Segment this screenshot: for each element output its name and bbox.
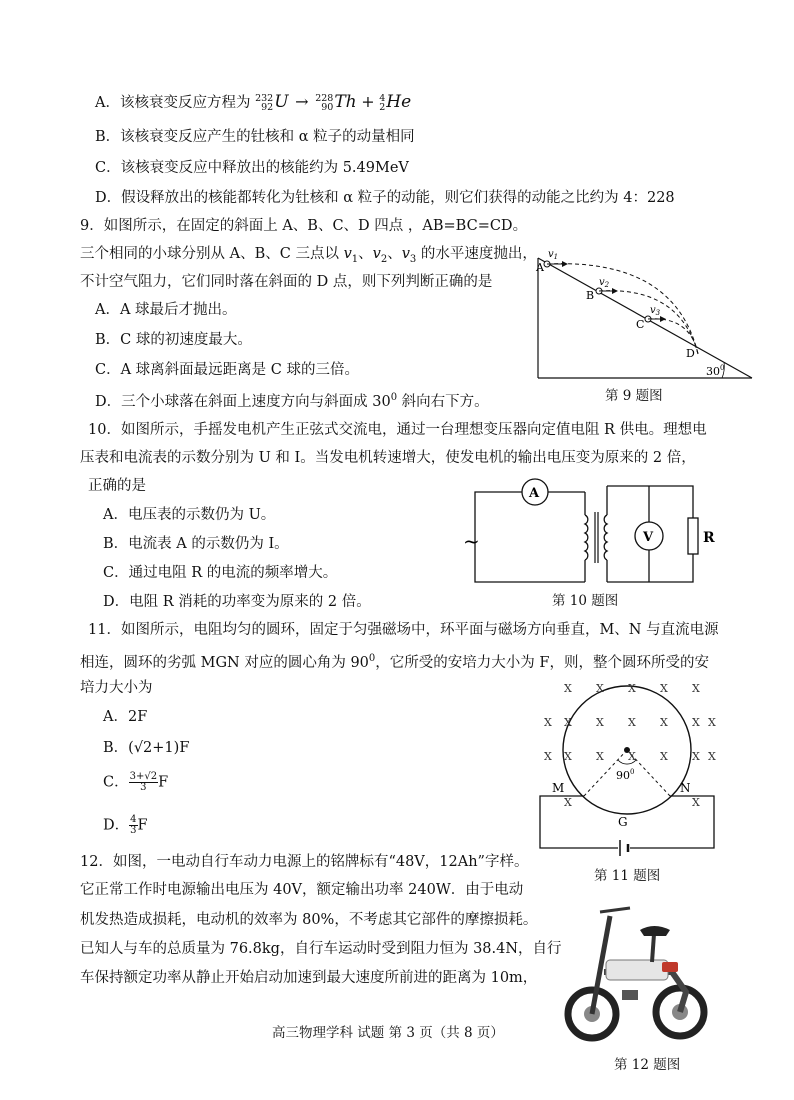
q8-option-d: D．假设释放出的核能都转化为钍核和 α 粒子的动能，则它们获得的动能之比约为 4：228: [95, 190, 675, 206]
magnetic-field-mark: X: [708, 716, 716, 729]
label-v2: $v_2$: [599, 277, 610, 289]
label-n: N: [680, 781, 691, 795]
magnetic-field-mark: X: [628, 716, 636, 729]
q12-stem-line3: 机发热造成损耗，电动机的效率为 80%，不考虑其它部件的摩擦损耗。: [80, 912, 538, 928]
magnetic-field-mark: X: [596, 716, 604, 729]
q12-stem-line4: 已知人与车的总质量为 76.8kg，自行车运动时受到阻力恒为 38.4N，自行: [80, 941, 562, 957]
q12-caption: 第 12 题图: [614, 1057, 681, 1073]
magnetic-field-mark: X: [564, 716, 572, 729]
q9-option-a: A．A 球最后才抛出。: [95, 302, 237, 318]
page-footer: 高三物理学科 试题 第 3 页（共 8 页）: [272, 1025, 504, 1041]
q10-option-d: D．电阻 R 消耗的功率变为原来的 2 倍。: [103, 594, 371, 610]
magnetic-field-mark: X: [660, 682, 668, 695]
magnetic-field-mark: X: [564, 682, 572, 695]
q9-caption: 第 9 题图: [605, 388, 663, 404]
q9-option-b: B．C 球的初速度最大。: [95, 332, 252, 348]
label-g: G: [618, 815, 628, 829]
q8-equation: 232 92U → 228 90Th + 4 2He: [255, 92, 412, 113]
magnetic-field-mark: X: [564, 750, 572, 763]
q11-stem-line2: 相连，圆环的劣弧 MGN 对应的圆心角为 $90^0$，它所受的安培力大小为 F，则，整个圆环所受的安: [80, 653, 709, 671]
q11-option-b: B．(√2+1)F: [103, 740, 190, 756]
q10-stem-line3: 正确的是: [88, 478, 146, 494]
label-d: D: [686, 347, 695, 360]
magnetic-field-mark: X: [708, 750, 716, 763]
label-v1: $v_1$: [548, 249, 559, 261]
q9-option-c: C．A 球离斜面最远距离是 C 球的三倍。: [95, 362, 359, 378]
magnetic-field-mark: X: [692, 750, 700, 763]
q10-stem-line2: 压表和电流表的示数分别为 U 和 I。当发电机转速增大，使发电机的输出电压变为原来的 2 倍，: [80, 450, 696, 466]
magnetic-field-mark: X: [660, 750, 668, 763]
svg-text:R: R: [703, 530, 715, 546]
pedal-crank: [622, 990, 638, 1000]
q9-option-d: D．三个小球落在斜面上速度方向与斜面成 $30^0$ 斜向右下方。: [95, 392, 489, 410]
handlebar: [600, 908, 630, 912]
q8-option-c: C．该核衰变反应中释放出的核能约为 5.49MeV: [95, 160, 409, 176]
svg-text:V: V: [643, 530, 654, 545]
q9-stem-line3: 不计空气阻力，它们同时落在斜面的 D 点，则下列判断正确的是: [80, 274, 493, 290]
q8-option-a: [95, 92, 411, 113]
seat-post: [652, 934, 654, 962]
q11-option-c: C． $\frac{3+√2}{3}$ F: [103, 771, 169, 793]
label-v3: $v_3$: [650, 305, 661, 317]
q9-stem-line1: 9．如图所示，在固定的斜面上 A、B、C、D 四点 ，AB=BC=CD。: [80, 218, 528, 234]
q11-stem-line3: 培力大小为: [80, 680, 153, 696]
q10-option-b: B．电流表 A 的示数仍为 I。: [103, 536, 289, 552]
q10-option-a: A．电压表的示数仍为 U。: [103, 507, 276, 523]
primary-coil: [585, 515, 588, 560]
label-b: B: [586, 289, 595, 302]
magnetic-field-mark: X: [660, 716, 668, 729]
magnetic-field-mark: X: [692, 682, 700, 695]
q12-stem-line5: 车保持额定功率从静止开始启动加速到最大速度所前进的距离为 10m，: [80, 970, 538, 986]
q12-stem-line2: 它正常工作时电源输出电压为 40V，额定输出功率 240W．由于电动: [80, 882, 524, 898]
label-a: A: [536, 261, 544, 274]
q9-stem-line2: 三个相同的小球分别从 A、B、C 三点以 $v_1$、$v_2$、$v_3$ 的水平速度抛出，: [80, 246, 537, 265]
q11-option-a: A．2F: [103, 709, 148, 725]
q10-option-c: C．通过电阻 R 的电流的频率增大。: [103, 565, 338, 581]
q11-stem-line1: 11．如图所示，电阻均匀的圆环，固定于匀强磁场中，环平面与磁场方向垂直，M、N 与直流电源: [88, 622, 719, 638]
label-m: M: [552, 781, 565, 795]
q11-option-d: D． $\frac{4}{3}$ F: [103, 814, 148, 836]
svg-text:A: A: [529, 486, 540, 501]
q11-figure-ring: [530, 678, 730, 868]
label-c: C: [636, 318, 645, 331]
q12-figure-ebike: [562, 894, 712, 1050]
q11-caption: 第 11 题图: [594, 868, 661, 884]
q10-figure-circuit: [455, 470, 730, 590]
seat: [640, 926, 670, 936]
secondary-coil: [604, 515, 607, 560]
magnetic-field-mark: X: [564, 796, 572, 809]
magnetic-field-mark: X: [596, 682, 604, 695]
q10-caption: 第 10 题图: [552, 593, 619, 609]
q8-option-b: B．该核衰变反应产生的钍核和 α 粒子的动量相同: [95, 129, 415, 145]
trajectory-a: [547, 264, 698, 354]
q8-option-a-text: A．该核衰变反应方程为: [95, 95, 251, 111]
magnetic-field-mark: X: [544, 716, 552, 729]
label-angle: $30^0$: [706, 364, 725, 378]
magnetic-field-mark: X: [628, 682, 636, 695]
label-angle: $90^0$: [616, 768, 635, 782]
q12-stem-line1: 12．如图，一电动自行车动力电源上的铭牌标有“48V，12Ah”字样。: [80, 854, 529, 870]
magnetic-field-mark: X: [692, 796, 700, 809]
battery-frame: [606, 960, 668, 980]
ac-source-symbol: ~: [463, 529, 480, 553]
q10-stem-line1: 10．如图所示，手摇发电机产生正弦式交流电，通过一台理想变压器向定值电阻 R 供电。理想电: [88, 422, 707, 438]
magnetic-field-mark: X: [628, 750, 636, 763]
resistor: [688, 518, 698, 554]
q9-figure-incline: [530, 238, 760, 383]
magnetic-field-mark: X: [692, 716, 700, 729]
magnetic-field-mark: X: [544, 750, 552, 763]
rear-light: [662, 962, 678, 972]
magnetic-field-mark: X: [596, 750, 604, 763]
